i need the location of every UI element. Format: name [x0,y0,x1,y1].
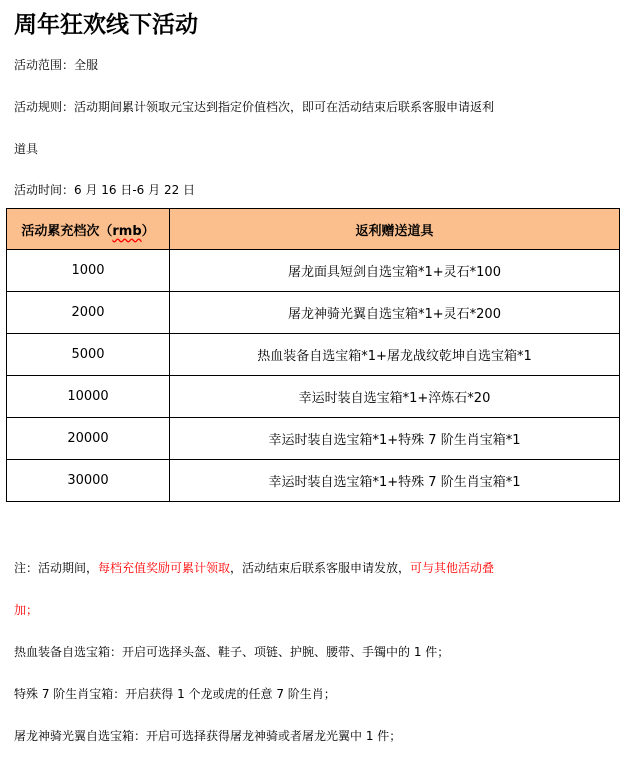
note-prefix: 注：活动期间， [14,561,99,575]
table-header-row [7,209,620,250]
header-tier-prefix: 活动累充档次（ [21,223,113,239]
tier-cell: 1000 [7,250,170,292]
table-row [7,376,620,418]
header-tier-unit: rmb [112,223,142,239]
header-tier-suffix: ） [141,223,155,239]
activity-rules: 活动规则：活动期间累计领取元宝达到指定价值档次，即可在活动结束后联系客服申请返利 [14,100,495,114]
reward-cell: 热血装备自选宝箱*1+屠龙战纹乾坤自选宝箱*1 [170,334,620,376]
page-title: 周年狂欢线下活动 [14,12,198,38]
desc-zodiac-box: 特殊 7 阶生肖宝箱：开启获得 1 个龙或虎的任意 7 阶生肖； [14,687,336,701]
header-tier [7,209,170,250]
reward-table [6,208,620,502]
desc-dragon-mount-wing-box: 屠龙神骑光翼自选宝箱：开启可选择获得屠龙神骑或者屠龙光翼中 1 件； [14,729,402,743]
table-row [7,418,620,460]
tier-cell: 20000 [7,418,170,460]
tier-cell: 2000 [7,292,170,334]
reward-cell: 幸运时装自选宝箱*1+特殊 7 阶生肖宝箱*1 [170,460,620,502]
table-row [7,292,620,334]
note-highlight-stackable-continued: 加； [14,603,39,617]
table-row [7,460,620,502]
tier-cell: 30000 [7,460,170,502]
tier-cell: 5000 [7,334,170,376]
header-reward: 返利赠送道具 [170,209,620,250]
table-row [7,250,620,292]
reward-cell: 屠龙神骑光翼自选宝箱*1+灵石*200 [170,292,620,334]
note-highlight-stackable: 可与其他活动叠 [410,561,495,575]
reward-cell: 幸运时装自选宝箱*1+特殊 7 阶生肖宝箱*1 [170,418,620,460]
note-middle: ，活动结束后联系客服申请发放， [230,561,411,575]
activity-rules-continued: 道具 [14,142,39,156]
reward-cell: 幸运时装自选宝箱*1+淬炼石*20 [170,376,620,418]
note-highlight-cumulative: 每档充值奖励可累计领取 [98,561,231,575]
note-line [14,559,494,576]
table-row [7,334,620,376]
activity-scope: 活动范围：全服 [14,58,99,72]
reward-cell: 屠龙面具短剑自选宝箱*1+灵石*100 [170,250,620,292]
tier-cell: 10000 [7,376,170,418]
desc-blood-equipment-box: 热血装备自选宝箱：开启可选择头盔、鞋子、项链、护腕、腰带、手镯中的 1 件； [14,645,450,659]
activity-time: 活动时间：6 月 16 日-6 月 22 日 [14,183,196,197]
